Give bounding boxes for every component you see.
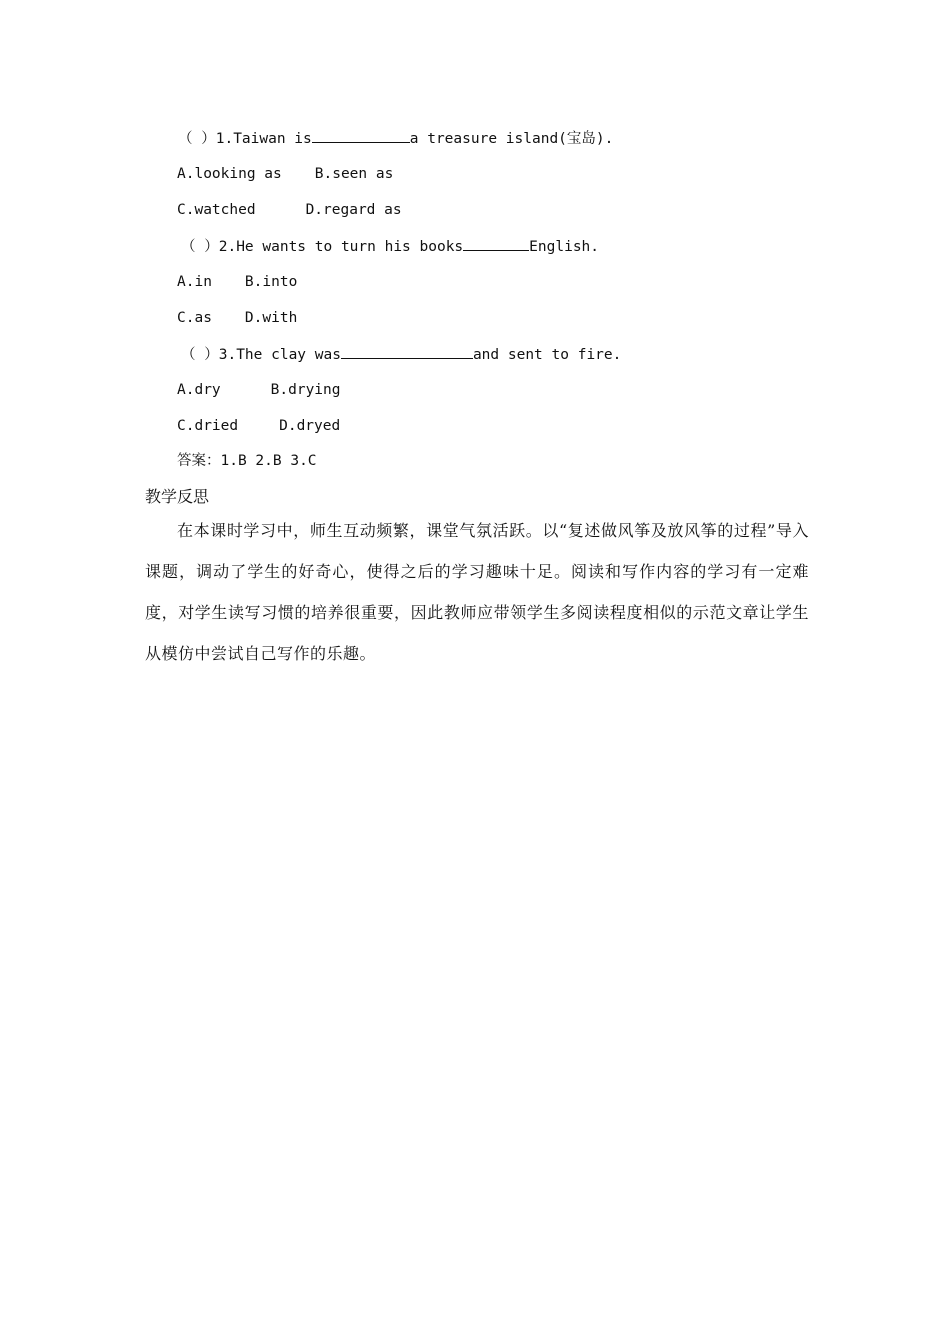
reflection-heading: 教学反思 [145,487,210,506]
question-1-options-row-1 [177,164,393,184]
question-3-stem [181,344,621,365]
question-3-option-a: A.dry [177,382,221,398]
question-1-option-b: B.seen as [314,166,394,182]
question-3-option-c: C.dried [177,418,239,434]
question-2-stem [181,236,599,257]
question-1-option-d: D.regard as [305,202,402,218]
question-1-stem [178,128,613,149]
question-1-blank [312,128,410,143]
question-2-option-a: A.in [177,274,212,290]
question-2-option-c: C.as [177,310,212,326]
question-3-options-row-2 [177,416,340,436]
reflection-paragraph: 在本课时学习中，师生互动频繁，课堂气氛活跃。以“复述做风筝及放风筝的过程”导入课题，调动了学生的好奇心，使得之后的学习趣味十足。阅读和写作内容的学习有一定难度，对学生读写习惯的培养很重要，因此教师应带领学生多阅读程度相似的示范文章让学生从模仿中尝试自己写作的乐趣。 [145,521,809,663]
question-1-suffix: a treasure island(宝岛). [409,131,614,147]
question-3-options-row-1 [177,380,341,400]
question-2-suffix: English. [529,239,600,255]
question-2-blank [463,236,529,251]
question-2-options-row-2 [177,308,297,328]
answer-key: 答案：1.B 2.B 3.C [177,453,317,469]
question-3-blank [341,344,473,359]
question-1-prefix: （ ）1.Taiwan is [178,131,312,147]
question-3-option-d: D.dryed [279,418,341,434]
question-1-options-row-2 [177,200,402,220]
question-2-prefix: （ ）2.He wants to turn his books [181,239,464,255]
question-3-prefix: （ ）3.The clay was [181,347,341,363]
question-3-option-b: B.drying [270,382,341,398]
question-2-option-b: B.into [244,274,298,290]
question-3-suffix: and sent to fire. [472,347,622,363]
question-2-options-row-1 [177,272,297,292]
question-1-option-c: C.watched [177,202,256,218]
question-1-option-a: A.looking as [177,166,282,182]
question-2-option-d: D.with [244,310,298,326]
